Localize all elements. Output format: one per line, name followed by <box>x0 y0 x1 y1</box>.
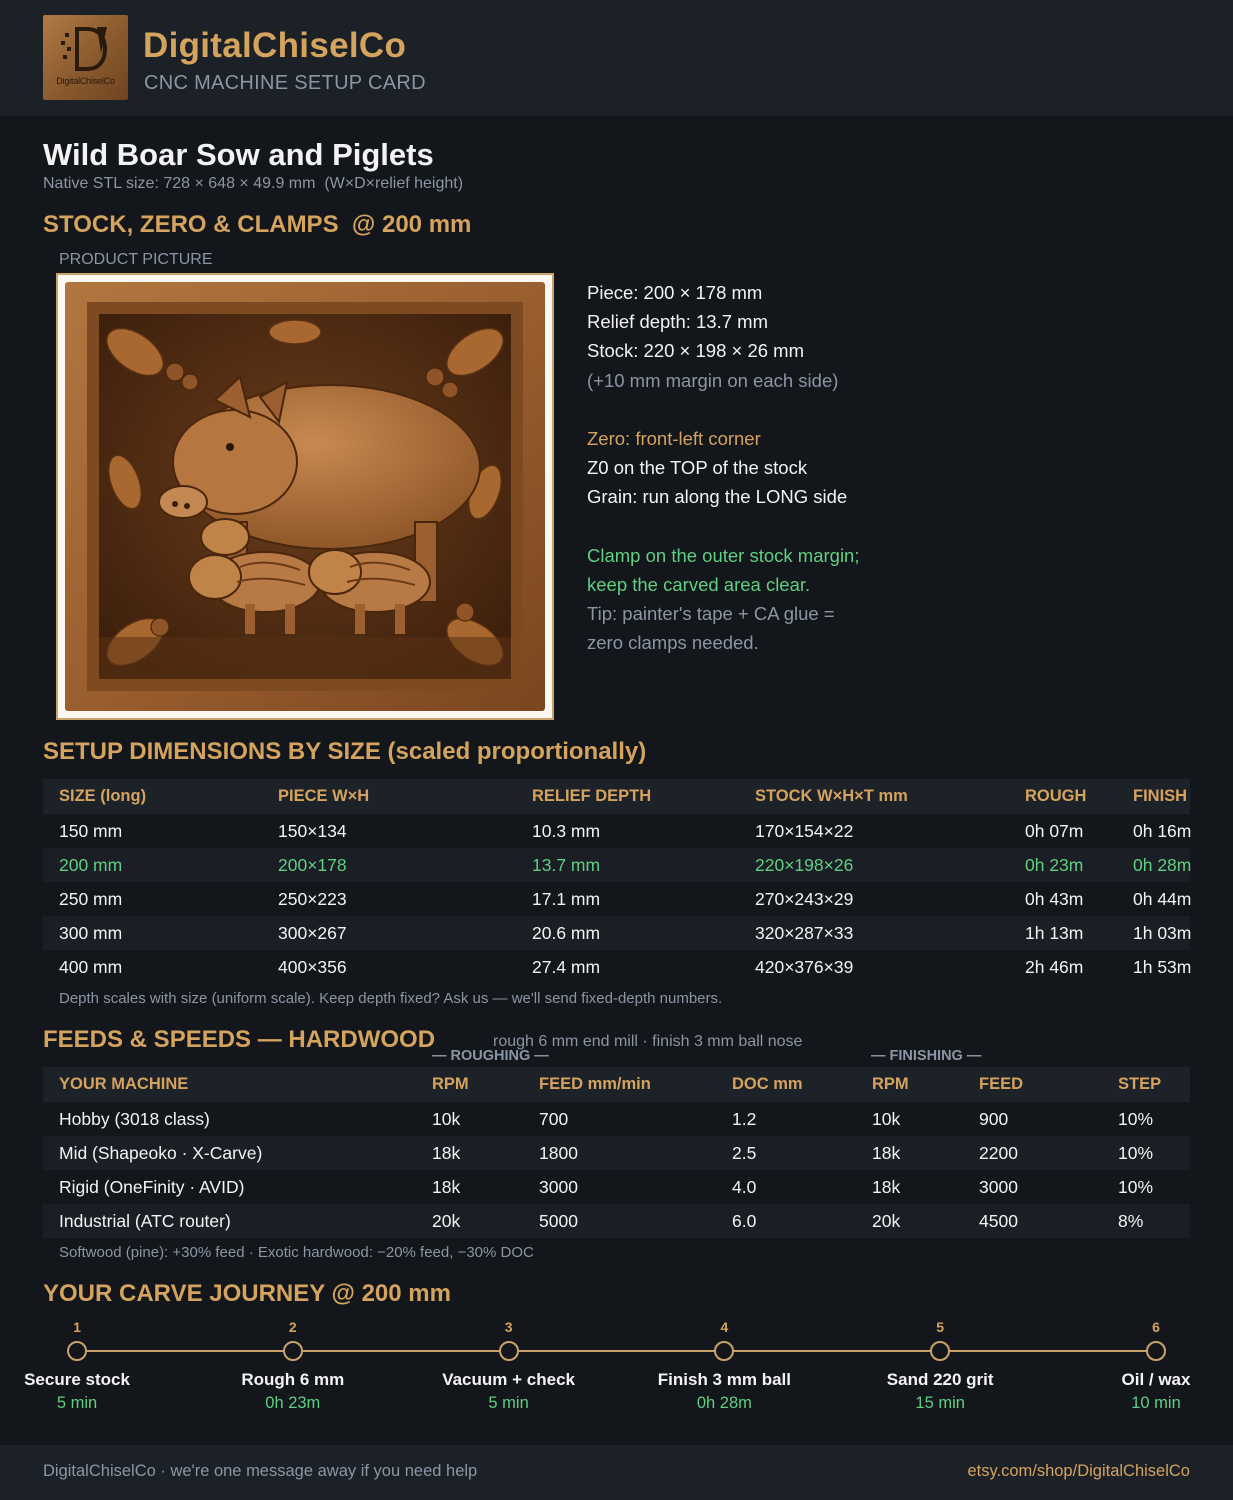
tooling-note: rough 6 mm end mill · finish 3 mm ball nose <box>493 1033 803 1050</box>
table-cell: 1.2 <box>732 1108 757 1129</box>
table-cell: 0h 23m <box>1009 848 1117 882</box>
column-header: YOUR MACHINE <box>43 1067 416 1102</box>
table-cell: 1h 53m <box>1133 956 1192 977</box>
column-header: SIZE (long) <box>43 779 262 814</box>
finishing-group-label: — FINISHING — <box>871 1048 982 1064</box>
info-line: keep the carved area clear. <box>587 573 811 595</box>
table-cell: Hobby (3018 class) <box>59 1108 210 1129</box>
column-header: STEP <box>1102 1067 1190 1102</box>
brand-logo <box>43 15 128 100</box>
step-marker <box>714 1341 734 1361</box>
table-row <box>43 814 1190 848</box>
table-row <box>43 916 1190 950</box>
journey-line <box>77 1350 1156 1352</box>
product-title: Wild Boar Sow and Piglets <box>43 137 434 172</box>
column-header: ROUGH <box>1009 779 1117 814</box>
table-cell: 0h 07m <box>1025 820 1084 841</box>
dimensions-heading: SETUP DIMENSIONS BY SIZE (scaled proportionally) <box>43 738 647 765</box>
table-row <box>43 1136 1190 1170</box>
table-cell: 250×223 <box>278 888 347 909</box>
table-cell: 17.1 mm <box>532 888 601 909</box>
table-cell: 400×356 <box>278 956 347 977</box>
table-cell: 320×287×33 <box>739 916 1009 950</box>
table-cell: 300×267 <box>262 916 516 950</box>
table-cell: 220×198×26 <box>739 848 1009 882</box>
table-cell: 3000 <box>979 1176 1018 1197</box>
step-time: 10 min <box>1131 1394 1181 1412</box>
table-row <box>43 848 1190 882</box>
column-header: FEED mm/min <box>523 1067 716 1102</box>
table-cell: 4.0 <box>732 1176 757 1197</box>
table-cell: 2h 46m <box>1025 956 1084 977</box>
shop-link[interactable]: etsy.com/shop/DigitalChiselCo <box>967 1462 1190 1480</box>
step-marker <box>499 1341 519 1361</box>
table-header-row <box>43 1067 1190 1102</box>
info-line <box>587 512 860 541</box>
table-cell: 3000 <box>539 1176 578 1197</box>
table-cell: 270×243×29 <box>755 888 854 909</box>
step-number: 2 <box>288 1319 297 1335</box>
table-header-row <box>43 779 1190 814</box>
table-row <box>43 950 1190 984</box>
info-line <box>587 395 860 424</box>
stock-info <box>587 278 860 657</box>
table-row <box>43 882 1190 916</box>
table-cell: 900 <box>979 1108 1009 1129</box>
table-cell: 4500 <box>963 1204 1102 1238</box>
table-cell: 150 mm <box>59 820 123 841</box>
footer-message: DigitalChiselCo · we're one message away if you need help <box>43 1462 478 1480</box>
table-cell: 10.3 mm <box>532 820 601 841</box>
brand-name: DigitalChiselCo <box>143 26 407 65</box>
table-cell: 10% <box>1102 1136 1190 1170</box>
table-cell: 10% <box>1118 1108 1154 1129</box>
step-label: Finish 3 mm ball <box>657 1370 791 1389</box>
table-cell: 200×178 <box>262 848 516 882</box>
step-time: 5 min <box>56 1394 98 1412</box>
table-cell: 300 mm <box>43 916 262 950</box>
logo-text: DigitalChiselCo <box>56 76 115 86</box>
table-cell: 20.6 mm <box>516 916 739 950</box>
table-cell: 150×134 <box>278 820 347 841</box>
table-cell: Mid (Shapeoko · X-Carve) <box>43 1136 416 1170</box>
dimensions-note: Depth scales with size (uniform scale). Keep depth fixed? Ask us — we'll send fixed-depth numbers. <box>59 990 723 1007</box>
info-line: Tip: painter's tape + CA glue = <box>587 603 835 625</box>
table-cell: 6.0 <box>716 1204 856 1238</box>
step-time: 5 min <box>488 1394 529 1412</box>
step-marker <box>1146 1341 1166 1361</box>
info-line: Z0 on the TOP of the stock <box>587 457 808 479</box>
step-label: Sand 220 grit <box>886 1370 994 1389</box>
table-cell: 18k <box>432 1176 461 1197</box>
table-cell: 18k <box>872 1176 901 1197</box>
table-cell: 5000 <box>523 1204 716 1238</box>
table-cell: 18k <box>416 1136 523 1170</box>
column-header: DOC mm <box>716 1067 856 1102</box>
table-cell: 0h 16m <box>1133 820 1192 841</box>
chisel-logo-icon <box>57 23 114 75</box>
step-label: Rough 6 mm <box>241 1370 345 1389</box>
card-subtitle: CNC MACHINE SETUP CARD <box>144 72 426 94</box>
column-header: RPM <box>856 1067 963 1102</box>
table-cell: 400 mm <box>59 956 123 977</box>
roughing-group-label: — ROUGHING — <box>432 1048 549 1064</box>
stock-section-heading: STOCK, ZERO & CLAMPS @ 200 mm <box>43 211 472 238</box>
table-cell: 250 mm <box>59 888 123 909</box>
step-time: 0h 23m <box>265 1394 321 1412</box>
journey-heading: YOUR CARVE JOURNEY @ 200 mm <box>43 1280 451 1307</box>
table-cell: Rigid (OneFinity · AVID) <box>59 1176 245 1197</box>
table-cell: 18k <box>856 1136 963 1170</box>
info-line: Clamp on the outer stock margin; <box>587 544 860 566</box>
step-number: 6 <box>1152 1319 1160 1335</box>
info-line: (+10 mm margin on each side) <box>587 369 839 391</box>
product-picture <box>56 273 554 720</box>
feeds-heading: FEEDS & SPEEDS — HARDWOOD <box>43 1026 436 1053</box>
table-cell: 10k <box>432 1108 461 1129</box>
table-cell: 10k <box>872 1108 901 1129</box>
picture-label: PRODUCT PICTURE <box>59 251 213 268</box>
step-marker <box>930 1341 950 1361</box>
table-cell: 200 mm <box>43 848 262 882</box>
boar-relief-image <box>65 282 545 711</box>
table-row <box>43 1204 1190 1238</box>
step-label: Oil / wax <box>1121 1370 1191 1389</box>
step-number: 4 <box>720 1319 729 1335</box>
step-time: 15 min <box>915 1394 965 1412</box>
info-line: Relief depth: 13.7 mm <box>587 311 768 333</box>
step-time: 0h 28m <box>696 1394 752 1412</box>
step-marker <box>283 1341 303 1361</box>
step-label: Vacuum + check <box>442 1370 575 1389</box>
feeds-table <box>43 1067 1190 1238</box>
table-cell: 170×154×22 <box>755 820 854 841</box>
table-cell: 0h 28m <box>1117 848 1190 882</box>
column-header: STOCK W×H×T mm <box>739 779 1009 814</box>
info-line: Piece: 200 × 178 mm <box>587 282 763 303</box>
feeds-note: Softwood (pine): +30% feed · Exotic hardwood: −20% feed, −30% DOC <box>59 1244 534 1261</box>
table-cell: 20k <box>856 1204 963 1238</box>
info-line: zero clamps needed. <box>587 632 759 654</box>
table-cell: 8% <box>1102 1204 1190 1238</box>
info-line: Grain: run along the LONG side <box>587 486 848 508</box>
table-cell: 20k <box>416 1204 523 1238</box>
table-cell: 1h 13m <box>1009 916 1117 950</box>
column-header: RPM <box>416 1067 523 1102</box>
table-cell: 0h 43m <box>1025 888 1084 909</box>
footer <box>0 1445 1233 1500</box>
table-cell: 1800 <box>523 1136 716 1170</box>
step-label: Secure stock <box>24 1370 130 1389</box>
table-cell: 13.7 mm <box>516 848 739 882</box>
table-cell: 1h 03m <box>1117 916 1190 950</box>
table-cell: 700 <box>539 1108 569 1129</box>
native-size: Native STL size: 728 × 648 × 49.9 mm (W×D×relief height) <box>43 175 464 192</box>
table-cell: 420×376×39 <box>755 956 854 977</box>
info-line: Zero: front-left corner <box>587 427 761 449</box>
column-header: PIECE W×H <box>262 779 516 814</box>
header <box>0 0 1233 116</box>
column-header: FINISH <box>1117 779 1190 814</box>
info-line: Stock: 220 × 198 × 26 mm <box>587 340 804 362</box>
table-cell: 2200 <box>963 1136 1102 1170</box>
table-row <box>43 1102 1190 1136</box>
column-header: RELIEF DEPTH <box>516 779 739 814</box>
table-cell: Industrial (ATC router) <box>43 1204 416 1238</box>
table-cell: 0h 44m <box>1133 888 1192 909</box>
column-header: FEED <box>963 1067 1102 1102</box>
table-cell: 2.5 <box>716 1136 856 1170</box>
table-cell: 27.4 mm <box>532 956 601 977</box>
table-row <box>43 1170 1190 1204</box>
step-number: 1 <box>73 1319 81 1335</box>
step-number: 3 <box>504 1319 513 1335</box>
step-marker <box>67 1341 87 1361</box>
dimensions-table <box>43 779 1190 984</box>
step-number: 5 <box>936 1319 945 1335</box>
table-cell: 10% <box>1118 1176 1154 1197</box>
